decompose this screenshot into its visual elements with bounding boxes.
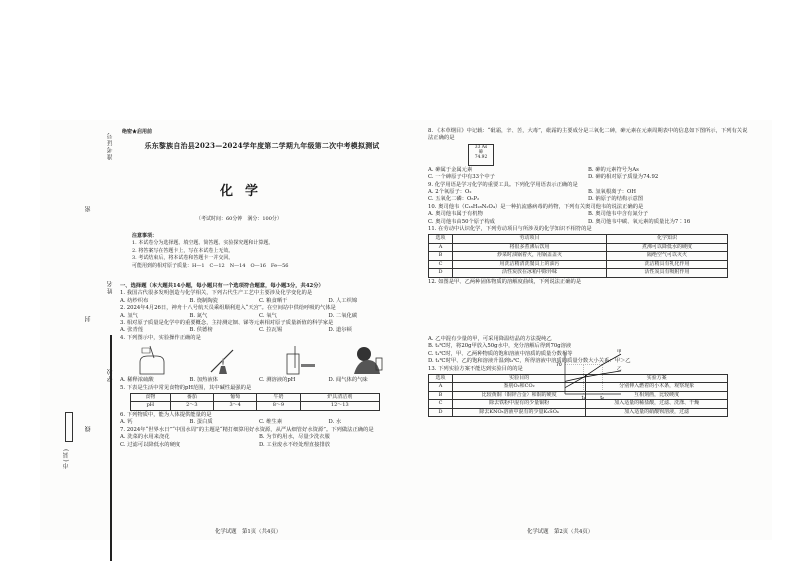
element-card-row <box>428 144 748 166</box>
option: B. 加热液体 <box>189 377 218 384</box>
table-cell: 将很多煮沸后饮用 <box>453 243 607 251</box>
option: A. 氢气 <box>120 312 138 319</box>
table-header: 实验目的 <box>453 374 586 382</box>
option: D. 奥司他韦中碳、氧元素的质量比为7∶16 <box>588 218 691 225</box>
seal-word-mi: 密 <box>85 205 92 212</box>
dilute-acid-illustration <box>120 344 180 376</box>
element-symbol: As <box>481 144 488 150</box>
option: D. 水 <box>328 419 342 426</box>
note-item: 可能用到的相对原子质量：H—1 C—12 N—14 O—16 Fe—56 <box>132 262 289 269</box>
question-6: 6. 下列物质中，能为人体提供能量的是 <box>120 411 212 418</box>
note-item: 3. 考试结束后，将本试卷和答题卡一并交回。 <box>132 255 234 262</box>
table-cell: 炒菜时油锅着火，用锅盖盖灭 <box>453 252 607 260</box>
notes-heading: 注意事项： <box>132 233 158 239</box>
option: A. 洗菜的水用来浇花 <box>120 434 170 441</box>
question-10: 10. 奥司他韦（C₁₆H₂₈N₂O₄）是一种抗流感病毒的药物，下列有关奥司他韦的说法正确的是 <box>428 203 644 210</box>
option: B. 侯德榜 <box>189 327 213 334</box>
table-header: 劳动项目 <box>453 235 607 243</box>
solubility-chart <box>555 348 625 400</box>
question-2: 2. 2024年4月26日，神舟十八号航天员乘组顺利进入“天宫”。在空间站中供给呼吸的气体是 <box>120 305 336 312</box>
question-4: 4. 下列图示中，实验操作正确的是 <box>120 334 201 341</box>
table-cell: 分别伸入燃着的小木条，观察现象 <box>586 383 728 391</box>
table-cell: B <box>429 252 453 260</box>
table-cell: 鉴别O₂和CO₂ <box>453 383 586 391</box>
table-header: 番茄 <box>170 394 213 402</box>
table-cell: A <box>429 383 453 391</box>
table-cell: 隔绝空气可以灭火 <box>606 252 727 260</box>
option: A. 稀释浓硫酸 <box>120 377 154 384</box>
question-12: 12. 如图是甲、乙两种固体物质的溶解度曲线，下列说法正确的是 <box>428 278 582 285</box>
option: A. 钙 <box>120 419 133 426</box>
labor-table <box>428 234 728 277</box>
question-1: 1. 我国古代很多发明创造与化学相关，下列古代生产工艺中主要涉及化学变化的是 <box>120 290 313 297</box>
series-line-乙 <box>565 371 621 382</box>
table-cell: B <box>429 391 453 399</box>
q6-options <box>120 419 398 426</box>
table-header: 食物 <box>131 394 171 402</box>
field-exam-number: 准考证号 <box>107 132 114 160</box>
table-cell: 加入适量的硝酸钡溶液，过滤 <box>586 408 728 416</box>
option: A. 纺纱织布 <box>120 297 149 304</box>
table-cell: D <box>429 408 453 416</box>
option: C. 拉瓦锡 <box>259 327 283 334</box>
element-name: 砷 <box>478 150 484 156</box>
option: D. 闻气体的气味 <box>328 377 368 384</box>
option: D. 工业废水不经处理直接排放 <box>259 441 330 448</box>
table-cell: 2～3 <box>170 402 213 410</box>
field-name: 姓名 <box>107 280 114 294</box>
option: B. 为节约用水，尽量少洗衣服 <box>259 434 330 441</box>
option: D. 道尔顿 <box>328 327 352 334</box>
option: C. 维生素 <box>259 419 283 426</box>
q12-option: A. 乙中混有少量的甲，可采用降温结晶的方法提纯乙 <box>428 335 552 342</box>
question-9: 9. 化学用语是学习化学的重要工具。下列化学用语表示正确的是 <box>428 181 578 188</box>
seal-word-feng: 封 <box>85 315 92 322</box>
smell-gas-illustration <box>338 344 398 376</box>
table-cell: 除去KNO₃溶液中混有的少量K₂SO₄ <box>453 408 586 416</box>
option: C. 氧气 <box>259 312 277 319</box>
table-cell: 用洗洁精清洗餐具上的油污 <box>453 260 607 268</box>
option: B. 蛋白质 <box>189 419 213 426</box>
binding-line <box>110 335 112 561</box>
chart-spacer <box>428 286 748 336</box>
page1-footer: 化学试题 第1页（共4页） <box>215 529 282 535</box>
question-13: 13. 下列实验方案不能达到实验目的的是 <box>428 365 523 372</box>
option: B. 奥司他韦中含有氮分子 <box>588 211 649 218</box>
option: D. 二氧化碳 <box>328 312 358 319</box>
q3-options <box>120 327 398 334</box>
element-mass: 74.92 <box>474 155 488 161</box>
question-5: 5. 下表是生活中常见食物的pH范围，其中碱性最强的是 <box>120 384 252 391</box>
y-tick-label: 70 <box>556 363 562 369</box>
table-cell: A <box>429 243 453 251</box>
option: D. 砷的相对原子质量为74.92 <box>588 174 659 181</box>
section-title: 一、选择题（本大题共14小题，每小题只有一个选项符合题意，每小题3分，共42分） <box>120 283 324 289</box>
table-header: 炉具清洁剂 <box>300 394 379 402</box>
table-cell: 加入适量的稀盐酸，过滤、洗涤、干燥 <box>586 400 728 408</box>
question-7: 7. 2024年“世界水日”“中国水周”的主题是“精打细算用好水资源，从严从细管好水资源”。下列做法正确的是 <box>120 426 374 433</box>
question-11: 11. 在劳动中认识化学，下列劳动项目与所涉及的化学知识不相符的是 <box>428 226 592 233</box>
option: C. 粮食晒干 <box>259 297 288 304</box>
q4-pictures <box>120 344 398 376</box>
table-cell: 洗洁精具有乳化作用 <box>606 260 727 268</box>
x-tick-label: t₂ <box>600 396 604 400</box>
note-item: 1. 本试卷分为选择题、填空题、简答题、实验探究题和计算题。 <box>132 240 274 247</box>
option: C. 测溶液的pH <box>259 377 296 384</box>
ph-test-illustration <box>265 344 325 376</box>
q12-option: D. t₁℃时甲、乙的饱和溶液升温到t₂℃，所得溶液中溶质的质量分数大小关系：甲＞乙 <box>428 358 631 365</box>
option: A. 2个氧原子：O₂ <box>428 189 472 196</box>
ph-table <box>130 393 380 411</box>
question-3: 3. 相对原子质量是化学中的重要概念，主持测定铟、锑等元素相对原子质量新值的科学家是 <box>120 320 334 327</box>
table-header: 化学知识 <box>606 235 727 243</box>
time-note: （考试时间：60分钟 满分：100分） <box>196 216 282 222</box>
table-cell: pH <box>131 402 171 410</box>
series-line-甲 <box>565 354 621 388</box>
option: D. 人工织锦 <box>328 297 358 304</box>
table-cell: 煮沸可以降低水的硬度 <box>606 243 727 251</box>
series-label: 甲 <box>617 350 622 356</box>
option: D. 钠原子的结构示意图 <box>588 196 644 203</box>
option: C. 奥司他韦由50个原子构成 <box>428 218 495 225</box>
table-header: 实验方案 <box>586 374 728 382</box>
element-number: 33 <box>474 144 481 150</box>
table-cell: C <box>429 260 453 268</box>
option: A. 砷属于金属元素 <box>428 166 473 173</box>
option: A. 奥司他韦属于有机物 <box>428 211 483 218</box>
q9-options <box>428 189 748 204</box>
question-8: 8. 《本草纲目》中记载：“砒霜，辛、苦，大毒”，砒霜的主要成分是三氧化二砷，砷元素在元素周期表中的信息如下图所示，下列有关说法正确的是 <box>428 128 748 142</box>
table-cell: C <box>429 400 453 408</box>
option: B. 烧制陶瓷 <box>189 297 218 304</box>
option: B. 氢氧根离子：OH <box>588 189 637 196</box>
exam-title: 乐东黎族自治县2023—2024学年度第二学期九年级第二次中考模拟测试 <box>144 141 380 150</box>
table-cell: 12～13 <box>300 402 379 410</box>
notes-block <box>132 233 394 270</box>
q2-options <box>120 313 398 320</box>
element-card <box>468 144 494 166</box>
table-cell: 除去铁粉中混有的少量铜粉 <box>453 400 586 408</box>
subject-title: 化学 <box>220 184 271 199</box>
secret-mark: 绝密★启用前 <box>122 129 153 135</box>
binding-box <box>65 412 73 442</box>
page1-questions <box>120 283 398 449</box>
option: C. 五氧化二磷：O₅P₂ <box>428 196 480 203</box>
option: B. 砷的元素符号为As <box>588 166 639 173</box>
table-cell: 3～4 <box>214 402 257 410</box>
table-header: 葡萄 <box>214 394 257 402</box>
table-cell: 互相刻画，比较硬度 <box>586 391 728 399</box>
option: C. 过滤可以降低水的硬度 <box>120 441 181 448</box>
field-city: 市(县) <box>63 448 70 469</box>
q10-options <box>428 211 748 226</box>
table-cell: D <box>429 269 453 277</box>
seal-word-xian: 线 <box>85 425 92 432</box>
x-tick-label: t₁ <box>581 396 586 400</box>
table-header: 选项 <box>429 235 453 243</box>
binding-strip <box>40 120 118 540</box>
page2-footer: 化学试题 第2页（共4页） <box>527 529 594 535</box>
table-header: 选项 <box>429 374 453 382</box>
q7-options <box>120 434 398 449</box>
table-header: 牛奶 <box>257 394 300 402</box>
series-label: 乙 <box>617 366 622 372</box>
table-cell: 活性炭放在冰箱中除异味 <box>453 269 607 277</box>
option: B. 氮气 <box>189 312 208 319</box>
heating-liquid-illustration <box>193 344 253 376</box>
q4-options <box>120 377 398 384</box>
table-cell: 8～9 <box>257 402 300 410</box>
option: C. 一个砷原子中有33个中子 <box>428 174 495 181</box>
q12-option: C. t₁℃时，甲、乙两种物质的饱和溶液中溶质的质量分数相等 <box>428 350 573 357</box>
table-cell: 活性炭具有吸附作用 <box>606 269 727 277</box>
table-cell: 比较黄铜（铜锌合金）和铜的硬度 <box>453 391 586 399</box>
q8-options <box>428 167 748 182</box>
note-item: 2. 将答案写在答题卡上，写在本试卷上无效。 <box>132 247 234 254</box>
q12-option: B. t₂℃时，将20g甲放入50g水中，充分溶解后得到70g溶液 <box>428 343 572 350</box>
option: A. 张青莲 <box>120 327 144 334</box>
